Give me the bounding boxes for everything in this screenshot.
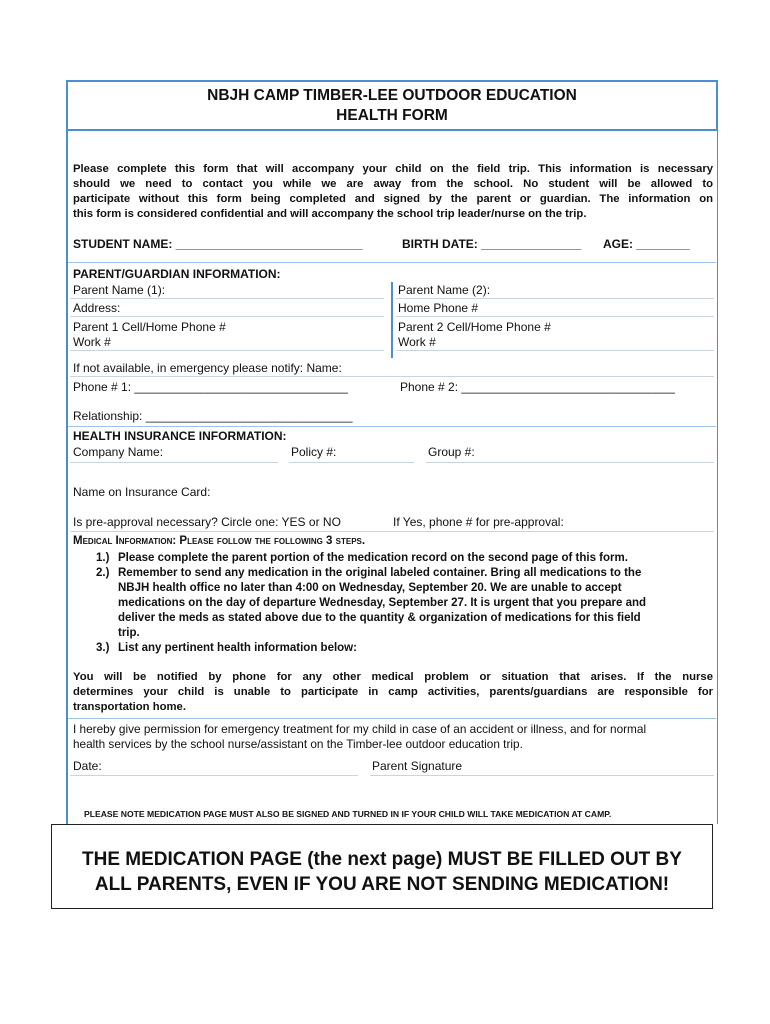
intro-line-2: should we need to contact you while we are away from the school. No student will be allowed to <box>73 178 713 190</box>
preapproval-phone-field[interactable]: If Yes, phone # for pre-approval: <box>393 515 564 529</box>
insurance-policy-field[interactable]: Policy #: <box>291 445 337 459</box>
notice-line-3: transportation home. <box>73 701 186 713</box>
signature-line <box>370 775 714 776</box>
step-2-line-5: trip. <box>118 627 140 639</box>
parent2-phone-field[interactable]: Parent 2 Cell/Home Phone # <box>398 320 551 334</box>
parent-signature-field[interactable]: Parent Signature <box>372 759 463 773</box>
relationship-field[interactable]: Relationship: _______________________________ <box>73 409 353 423</box>
emergency-notify-line <box>70 376 714 377</box>
step-1-number: 1.) <box>96 552 110 564</box>
parent2-name-line <box>396 298 714 299</box>
notice-line-2: determines your child is unable to participate in camp activities, parents/guardians are responsible for <box>73 686 713 698</box>
parent1-address-field[interactable]: Address: <box>73 301 121 315</box>
intro-line-1: Please complete this form that will accompany your child on the field trip. This information is necessary <box>73 163 713 175</box>
preapproval-question[interactable]: Is pre-approval necessary? Circle one: YES or NO <box>73 515 341 529</box>
form-title-box <box>66 80 718 131</box>
parent1-address-line <box>70 316 384 317</box>
form-title-line1: NBJH CAMP TIMBER-LEE OUTDOOR EDUCATION <box>207 87 577 104</box>
permission-line-1: I hereby give permission for emergency treatment for my child in case of an accident or illness, and for normal <box>73 722 647 736</box>
date-field[interactable]: Date: <box>73 759 102 773</box>
insurance-group-field[interactable]: Group #: <box>428 445 475 459</box>
medication-page-note: PLEASE NOTE MEDICATION PAGE MUST ALSO BE SIGNED AND TURNED IN IF YOUR CHILD WILL TAKE MEDICATION AT CAMP. <box>84 809 612 819</box>
parent2-work-field[interactable]: Work # <box>398 335 436 349</box>
age-field[interactable]: AGE: ________ <box>603 237 690 251</box>
birth-date-field[interactable]: BIRTH DATE: _______________ <box>402 237 582 251</box>
divider <box>68 262 716 263</box>
preapproval-line <box>70 531 714 532</box>
parent2-home-line <box>396 316 714 317</box>
insurance-company-line <box>70 462 278 463</box>
insurance-card-name-field[interactable]: Name on Insurance Card: <box>73 485 211 499</box>
insurance-policy-line <box>289 462 414 463</box>
step-2-line-4: deliver the meds as stated above due to the quantity & organization of medications for this field <box>118 612 641 624</box>
intro-line-4: this form is considered confidential and will accompany the school trip leader/nurse on the trip. <box>73 208 587 220</box>
step-2-line-2: NBJH health office no later than 4:00 on Wednesday, September 20. We are unable to accept <box>118 582 622 594</box>
insurance-group-line <box>426 462 714 463</box>
divider <box>68 718 716 719</box>
form-title-line2: HEALTH FORM <box>336 107 448 124</box>
medical-heading: Medical Information: Please follow the following 3 steps. <box>73 535 366 547</box>
step-2-line-3: medications on the day of departure Wednesday, September 27. It is urgent that you prepare and <box>118 597 647 609</box>
step-3-number: 3.) <box>96 642 110 654</box>
reminder-line-1: THE MEDICATION PAGE (the next page) MUST BE FILLED OUT BY <box>82 849 682 870</box>
emergency-phone1-field[interactable]: Phone # 1: ________________________________ <box>73 380 348 394</box>
notice-line-1: You will be notified by phone for any other medical problem or situation that arises. If the nurse <box>73 671 713 683</box>
intro-paragraph <box>73 162 713 222</box>
parent1-work-line <box>70 350 384 351</box>
parent2-name-field[interactable]: Parent Name (2): <box>398 283 491 297</box>
parent2-home-field[interactable]: Home Phone # <box>398 301 479 315</box>
step-1 <box>96 551 706 566</box>
medication-reminder-box <box>51 824 713 909</box>
parent2-work-line <box>396 350 714 351</box>
step-3 <box>96 641 706 656</box>
notice-paragraph <box>73 670 713 715</box>
step-2-number: 2.) <box>96 567 110 579</box>
parent1-name-field[interactable]: Parent Name (1): <box>73 283 166 297</box>
parent-section-title: PARENT/GUARDIAN INFORMATION: <box>73 267 281 281</box>
step-2-line-1: Remember to send any medication in the original labeled container. Bring all medications to the <box>118 567 642 579</box>
divider <box>68 426 716 427</box>
emergency-notify-field[interactable]: If not available, in emergency please notify: Name: <box>73 361 342 375</box>
insurance-section-title: HEALTH INSURANCE INFORMATION: <box>73 429 287 443</box>
parent1-phone-field[interactable]: Parent 1 Cell/Home Phone # <box>73 320 226 334</box>
step-2 <box>96 566 706 641</box>
parent1-work-field[interactable]: Work # <box>73 335 111 349</box>
student-name-field[interactable]: STUDENT NAME: ____________________________ <box>73 237 363 251</box>
parent1-name-line <box>70 298 384 299</box>
step-1-text: Please complete the parent portion of the medication record on the second page of this form. <box>118 552 628 564</box>
intro-line-3: participate without this form being completed and signed by the parent or guardian. The information on <box>73 193 713 205</box>
permission-line-2: health services by the school nurse/assistant on the Timber-lee outdoor education trip. <box>73 737 523 751</box>
insurance-company-field[interactable]: Company Name: <box>73 445 164 459</box>
date-line <box>70 775 358 776</box>
emergency-phone2-field[interactable]: Phone # 2: ________________________________ <box>400 380 675 394</box>
step-3-text: List any pertinent health information below: <box>118 642 357 654</box>
reminder-line-2: ALL PARENTS, EVEN IF YOU ARE NOT SENDING MEDICATION! <box>94 874 670 895</box>
medical-steps <box>96 551 706 656</box>
parent-column-divider <box>391 282 393 358</box>
